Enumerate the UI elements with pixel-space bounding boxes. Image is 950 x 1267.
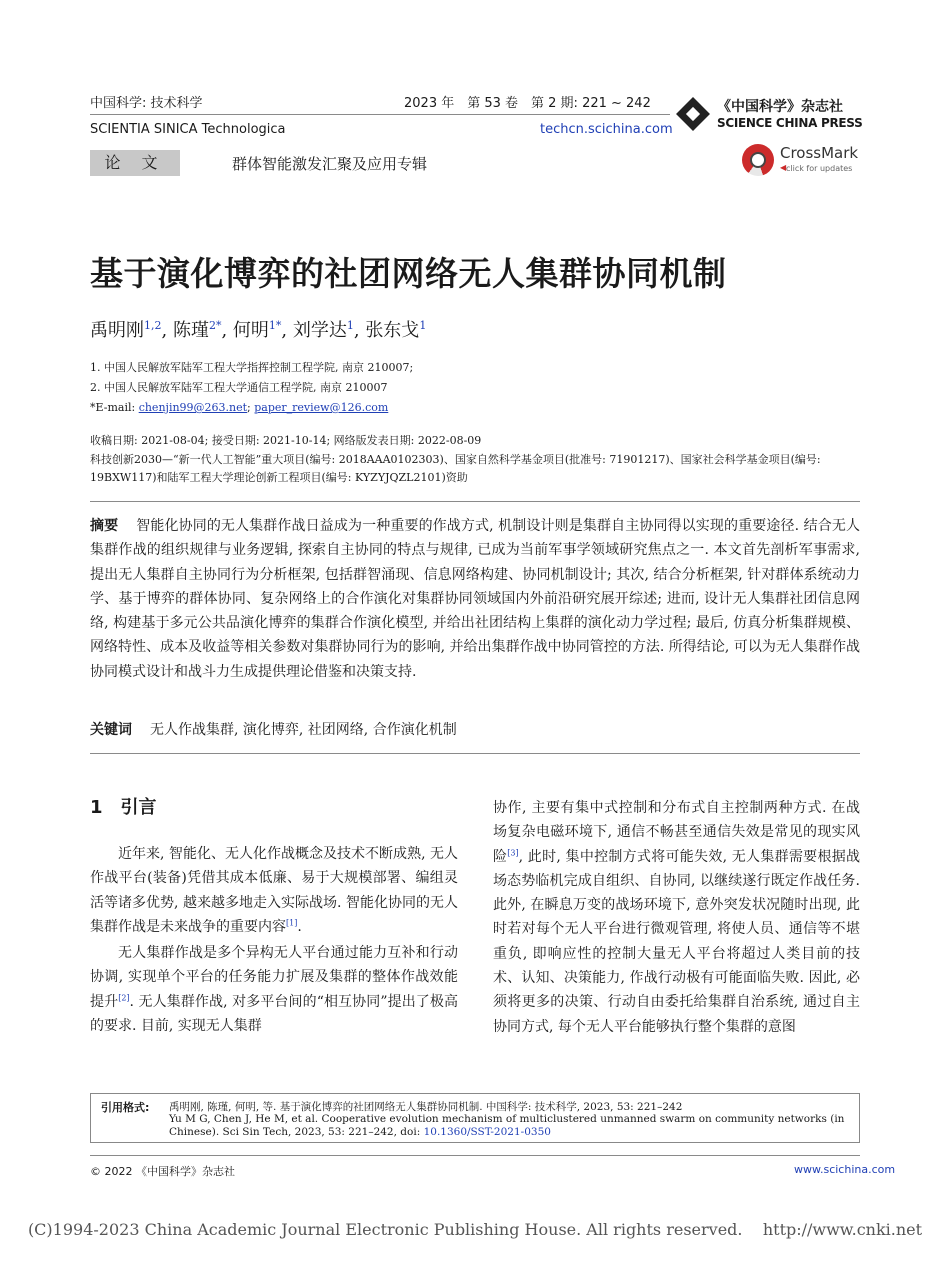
author-name: 何明 [232, 320, 269, 341]
author-name: 张东戈 [365, 320, 420, 341]
crossmark-sublabel: click for updates [786, 164, 853, 173]
author-affiliation-marker: 1 [419, 319, 427, 332]
keywords-text: 无人作战集群, 演化博弈, 社团网络, 合作演化机制 [150, 722, 457, 738]
email-separator: ; [247, 401, 255, 414]
citation-en-text: Yu M G, Chen J, He M, et al. Cooperative evolution mechanism of multiclustered unmanned swarm on community networks (in Chinese). Sci Sin Tech, 2023, 53: 221–242, doi: [169, 1113, 845, 1138]
article-dates: 收稿日期: 2021-08-04; 接受日期: 2021-10-14; 网络版发表日期: 2022-08-09 [90, 434, 482, 447]
email-link-2[interactable]: paper_review@126.com [254, 401, 389, 414]
paragraph-2-end: . 无人集群作战, 对多平台间的“相互协同”提出了极高的要求. 目前, 实现无人集群 [90, 993, 458, 1035]
article-category-badge: 论 文 [90, 150, 180, 176]
abstract-text: 智能化协同的无人集群作战日益成为一种重要的作战方式, 机制设计则是集群自主协同得以实现的重要途径. 结合无人集群作战的组织规律与业务逻辑, 探索自主协同的特点与规律, 已成为当前军事学领域研究焦点之一. 本文首先剖析军事需求, 提出无人集群自主协同行为分析框架, 包括群智涌现、信息网络构建、协同机制设计; 其次, 结合分析框架, 针对群体系统动力学、基于博弈的群体协同、复杂网络上的合作演化对集群协同领域国内外前沿研究展开综述; 进而, 设计无人集群社团信息网络, 构建基于多元公共品演化博弈的集群合作演化模型, 并给出社团结构上集群的演化动力学过程; 最后, 仿真分析集群规模、网络特性、成本及收益等相关参数对集群协同行为的影响, 并给出集群作战中协同管控的方法. 所得结论, 可以为无人集群作战协同模式设计和战斗力生成提供理论借鉴和决策支持. [90, 518, 860, 680]
body-column-right [493, 796, 860, 1039]
journal-site-link[interactable]: techcn.scichina.com [540, 122, 673, 137]
keywords-label: 关键词 [90, 722, 132, 738]
author-name: 刘学达 [292, 320, 347, 341]
paragraph-3-text: 协作, 主要有集中式控制和分布式自主控制两种方式. 在战场复杂电磁环境下, 通信不畅甚至通信失效是常见的现实风险 [493, 800, 860, 865]
citation-label: 引用格式: [101, 1101, 150, 1114]
special-issue-title: 群体智能激发汇聚及应用专辑 [232, 155, 428, 173]
email-label: *E-mail: [90, 401, 139, 414]
copyright: © 2022 《中国科学》杂志社 [90, 1165, 235, 1178]
issue-info: 2023 年 第 53 卷 第 2 期: 221 ~ 242 [404, 96, 651, 111]
paragraph-1-text: 近年来, 智能化、无人化作战概念及技术不断成熟, 无人作战平台(装备)凭借其成本低廉、易于大规模部署、编组灵活等诸多优势, 越来越多地走入实际战场. 智能化协同的无人集群作战是未来战争的重要内容 [90, 846, 458, 935]
publisher-logo [677, 96, 863, 136]
body-column-left [90, 842, 458, 1038]
author-affiliation-marker: 1 [346, 319, 354, 332]
crossmark-icon [742, 144, 774, 176]
author-affiliation-marker: 2* [208, 319, 222, 332]
reference-2-link[interactable]: [2] [118, 993, 130, 1003]
citation-cn: 禹明刚, 陈瑾, 何明, 等. 基于演化博弈的社团网络无人集群协同机制. 中国科学: 技术科学, 2023, 53: 221–242 [169, 1101, 683, 1113]
email-line [90, 400, 388, 416]
publisher-name-en: SCIENCE CHINA PRESS [717, 116, 863, 130]
author-list [90, 316, 426, 342]
cnki-watermark: (C)1994-2023 China Academic Journal Electronic Publishing House. All rights reserved. http://www.cnki.net [27, 1220, 923, 1239]
author-separator: , [353, 320, 366, 341]
abstract-bottom-divider [90, 753, 860, 754]
author-affiliation-marker: 1,2 [144, 319, 162, 332]
paragraph-3-end: , 此时, 集中控制方式将可能失效, 无人集群需要根据战场态势临机完成自组织、自协同, 以继续遂行既定作战任务. 此外, 在瞬息万变的战场环境下, 意外突发状况随时出现, 此时若对每个无人平台进行微观管理, 将使人员、通信等不堪重负, 即响应性的控制大量无人平台将超过人类目前的技术、认知、决策能力, 作战行动极有可能面临失败. 因此, 必须将更多的决策、行动自由委托给集群自治系统, 通过自主协同方式, 每个无人平台能够执行整个集群的意图 [493, 848, 860, 1035]
reference-3-link[interactable]: [3] [507, 847, 519, 857]
crossmark-label: CrossMark [780, 144, 859, 162]
abstract [90, 514, 860, 684]
journal-title-en: SCIENTIA SINICA Technologica [90, 122, 286, 137]
crossmark-arrow-icon: ◀ [780, 163, 787, 172]
author-separator: , [161, 320, 173, 341]
publisher-diamond-icon [676, 97, 710, 131]
abstract-top-divider [90, 501, 860, 502]
citation-box [90, 1093, 860, 1143]
paragraph-3 [493, 796, 860, 1039]
author-separator: , [221, 320, 233, 341]
author-separator: , [281, 320, 293, 341]
article-title: 基于演化博弈的社团网络无人集群协同机制 [90, 254, 727, 293]
paragraph-1 [90, 842, 458, 939]
author-affiliation-marker: 1* [268, 319, 282, 332]
reference-1-link[interactable]: [1] [286, 918, 298, 928]
footer-divider [90, 1155, 860, 1156]
affiliation-2: 2. 中国人民解放军陆军工程大学通信工程学院, 南京 210007 [90, 381, 388, 394]
footer-site-link[interactable]: www.scichina.com [794, 1163, 896, 1176]
affiliation-1: 1. 中国人民解放军陆军工程大学指挥控制工程学院, 南京 210007; [90, 361, 414, 374]
header-divider [90, 114, 670, 115]
keywords [90, 719, 457, 739]
paragraph-2-text: 无人集群作战是多个异构无人平台通过能力互补和行动协调, 实现单个平台的任务能力扩展及集群的整体作战效能提升 [90, 945, 458, 1010]
journal-title-cn: 中国科学: 技术科学 [90, 96, 203, 111]
paragraph-2 [90, 941, 458, 1038]
citation-en [169, 1113, 849, 1139]
doi-link[interactable]: 10.1360/SST-2021-0350 [423, 1126, 551, 1138]
paragraph-1-end: . [297, 918, 302, 935]
crossmark-badge[interactable] [742, 142, 862, 180]
author-name: 陈瑾 [172, 320, 209, 341]
author-name: 禹明刚 [90, 320, 144, 341]
funding-note: 科技创新2030—“新一代人工智能”重大项目(编号: 2018AAA0102303)、国家自然科学基金项目(批准号: 71901217)、国家社会科学基金项目(编号: 19BXW117)和陆军工程大学理论创新工程项目(编号: KYZYJQZL2101)资助 [90, 453, 821, 484]
abstract-label: 摘要 [90, 518, 119, 534]
section-heading-introduction: 1 引言 [90, 797, 157, 818]
email-link-1[interactable]: chenjin99@263.net [138, 401, 248, 414]
publisher-name-cn: 《中国科学》杂志社 [717, 99, 843, 115]
